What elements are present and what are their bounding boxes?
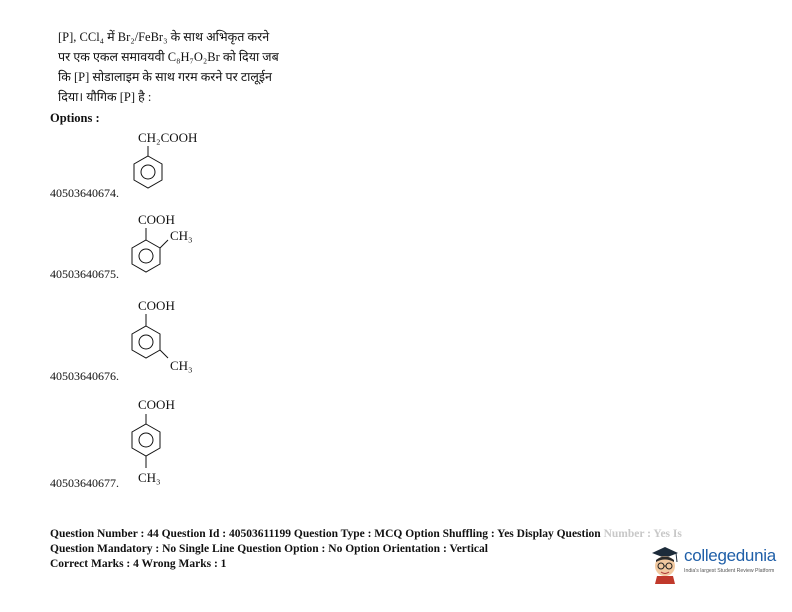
option-2-id: 40503640675.	[50, 267, 119, 281]
option-4-structure	[110, 396, 230, 493]
option-1-substituent: CH₂COOH	[138, 130, 198, 145]
option-1-structure	[110, 128, 230, 197]
option-2-structure	[110, 210, 230, 279]
meta-line-1-faded: Number : Yes Is	[600, 528, 682, 540]
question-line-1: [P], CCl₄ में Br₂/FeBr₃ के साथ अभिकृत करने	[58, 30, 270, 44]
option-1-id: 40503640674.	[50, 186, 119, 200]
question-line-4: दिया। यौगिक [P] है :	[58, 90, 152, 104]
option-2-methyl: CH₃	[170, 228, 193, 243]
option-3-methyl: CH₃	[170, 358, 193, 373]
collegedunia-logo	[648, 544, 788, 592]
logo-tagline: India's largest Student Review Platform	[684, 568, 775, 574]
graduate-mascot-icon	[648, 544, 682, 584]
option-4-id: 40503640677.	[50, 476, 119, 490]
option-2-substituent: COOH	[138, 212, 175, 227]
option-3-id: 40503640676.	[50, 369, 119, 383]
options-label: Options :	[50, 111, 100, 125]
meta-line-3: Correct Marks : 4 Wrong Marks : 1	[50, 558, 227, 570]
question-line-2: पर एक एकल समावयवी C₈H₇O₂Br को दिया जब	[58, 50, 279, 64]
meta-line-2: Question Mandatory : No Single Line Question Option : No Option Orientation : Vertical	[50, 543, 488, 555]
logo-name: collegedunia	[684, 546, 776, 565]
question-line-3: कि [P] सोडालाइम के साथ गरम करने पर टालूईन	[58, 70, 272, 84]
meta-line-1	[50, 528, 682, 540]
option-4-substituent: COOH	[138, 397, 175, 412]
option-4-methyl: CH₃	[138, 470, 161, 485]
meta-line-1-text: Question Number : 44 Question Id : 40503611199 Question Type : MCQ Option Shuffling : Yes Display Question	[50, 528, 601, 540]
option-3-structure	[110, 294, 230, 383]
option-3-substituent: COOH	[138, 298, 175, 313]
